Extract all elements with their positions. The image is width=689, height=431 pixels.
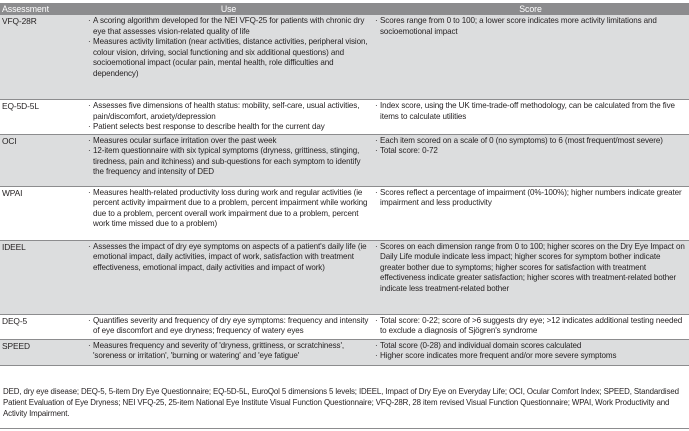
use-cell [85, 314, 372, 339]
score-bullet: · Total score: 0-22; score of >6 suggests dry eye; >12 indicates additional testing needed to exclude a diagnosis of Sjögren's syndrome [375, 316, 687, 337]
use-bullet: · Measures health-related productivity loss during work and regular activities (ie percent activity impairment due to a problem, percent impairment while working due to a problem, percent overall work impairment due to a problem, percent work time missed due to a problem) [88, 188, 370, 230]
assessment-table [0, 3, 689, 366]
use-bullet: · Measures frequency and severity of 'dryness, grittiness, or scratchiness', 'soreness or irritation', 'burning or watering' and 'eye fatigue' [88, 341, 370, 362]
use-bullet: · A scoring algorithm developed for the NEI VFQ-25 for patients with chronic dry eye that assesses vision-related quality of life [88, 16, 370, 37]
score-bullet: · Scores range from 0 to 100; a lower score indicates more activity limitations and socioemotional impact [375, 16, 687, 37]
use-cell [85, 100, 372, 135]
assessment-name: WPAI [0, 186, 85, 240]
score-cell [372, 186, 689, 240]
use-bullet: · Patient selects best response to describe health for the current day [88, 122, 370, 133]
table-row [0, 314, 689, 339]
use-bullet: · Quantifies severity and frequency of dry eye symptoms: frequency and intensity of eye discomfort and eye dryness; frequency of watery eyes [88, 316, 370, 337]
table-row [0, 186, 689, 240]
score-bullet: · Scores reflect a percentage of impairment (0%-100%); higher numbers indicate greater impairment and less productivity [375, 188, 687, 209]
use-cell [85, 186, 372, 240]
assessment-name: DEQ-5 [0, 314, 85, 339]
table-header-row [0, 3, 689, 15]
use-cell [85, 15, 372, 100]
score-cell [372, 134, 689, 186]
score-bullet: · Scores on each dimension range from 0 to 100; higher scores on the Dry Eye Impact on Daily Life module indicate less impact; higher scores for symptom bother indicate greater bother due to symptoms; higher scores for satisfaction with treatment effectiveness indicate greater satisfaction; higher scores with treatment-related bother indicate less treatment-related bother [375, 242, 687, 295]
use-bullet: · 12-item questionnaire with six typical symptoms (dryness, grittiness, stinging, tiredness, pain and itchiness) and sub-questions for each symptom to identify the frequency and intensity of DED [88, 146, 370, 178]
table-row [0, 134, 689, 186]
header-assessment: Assessment [0, 3, 85, 15]
table-row [0, 15, 689, 100]
assessment-name: EQ-5D-5L [0, 100, 85, 135]
score-cell [372, 314, 689, 339]
assessment-name: VFQ-28R [0, 15, 85, 100]
score-bullet: · Higher score indicates more frequent and/or more severe symptoms [375, 351, 687, 362]
use-bullet: · Measures activity limitation (near activities, distance activities, peripheral vision, colour vision, driving, social functioning and six additional questions) and socioemotional impact (ocular pain, mental health, role difficulties and dependency) [88, 37, 370, 79]
assessment-name: OCI [0, 134, 85, 186]
use-bullet: · Measures ocular surface irritation over the past week [88, 136, 370, 147]
table-row [0, 240, 689, 314]
table-row [0, 339, 689, 365]
score-cell [372, 240, 689, 314]
table-row [0, 100, 689, 135]
score-cell [372, 339, 689, 365]
use-bullet: · Assesses five dimensions of health status: mobility, self-care, usual activities, pain/discomfort, anxiety/depression [88, 101, 370, 122]
score-cell [372, 100, 689, 135]
score-cell [372, 15, 689, 100]
assessment-name: SPEED [0, 339, 85, 365]
assessment-name: IDEEL [0, 240, 85, 314]
use-bullet: · Assesses the impact of dry eye symptoms on aspects of a patient's daily life (ie emotional impact, daily activities, impact of work, satisfaction with treatment effectiveness, emotional impact, daily activities and impact of work) [88, 242, 370, 274]
bottom-divider [0, 428, 689, 429]
score-bullet: · Index score, using the UK time-trade-off methodology, can be calculated from the five items to calculate utilities [375, 101, 687, 122]
use-cell [85, 339, 372, 365]
table-footnote: DED, dry eye disease; DEQ-5, 5-item Dry Eye Questionnaire; EQ-5D-5L, EuroQol 5 dimensions 5 levels; IDEEL, Impact of Dry Eye on Everyday Life; OCI, Ocular Comfort Index; SPEED, Standardised Patient Evaluation of Eye Dryness; NEI VFQ-25, 25-item National Eye Institute Visual Function Questionnaire; VFQ-28R, 28 item revised Visual Function Questionnaire; WPAI, Work Productivity and Activity Impairment. [3, 387, 679, 418]
score-bullet: · Total score (0-28) and individual domain scores calculated [375, 341, 687, 352]
header-score: Score [372, 3, 689, 15]
score-bullet: · Each item scored on a scale of 0 (no symptoms) to 6 (most frequent/most severe) [375, 136, 687, 147]
score-bullet: · Total score: 0-72 [375, 146, 687, 157]
header-use: Use [85, 3, 372, 15]
use-cell [85, 240, 372, 314]
use-cell [85, 134, 372, 186]
